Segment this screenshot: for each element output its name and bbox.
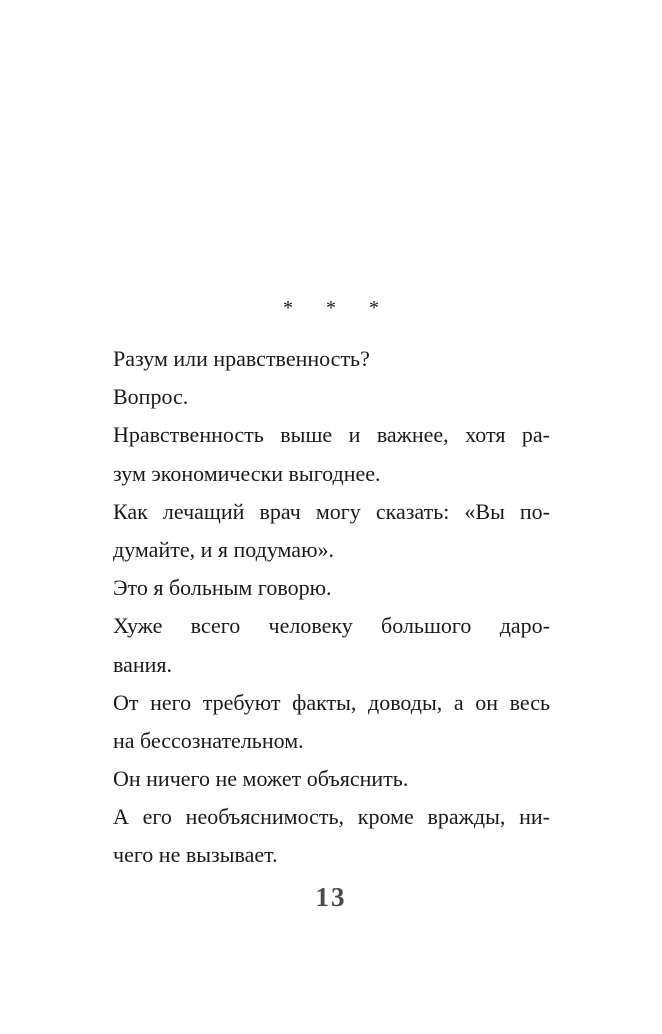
text-line: на бессознательном.: [113, 727, 304, 753]
text-line: А его необъяснимость, кроме вражды, ни-: [113, 804, 550, 830]
page-number: 13: [315, 882, 347, 912]
text-line: Как лечащий врач могу сказать: «Вы по-: [113, 498, 550, 524]
text-line: Это я больным говорю.: [113, 575, 332, 601]
text-line: Вопрос.: [113, 384, 189, 410]
text-line: думайте, и я подумаю».: [113, 536, 334, 562]
text-line: Нравственность выше и важнее, хотя ра-: [113, 422, 550, 448]
text-line: Разум или нравственность?: [113, 346, 370, 371]
text-line: вания.: [113, 651, 173, 677]
text-line: зум экономически выгоднее.: [113, 460, 381, 486]
body-text: [113, 340, 550, 875]
text-line: Хуже всего человеку большого даро-: [113, 613, 550, 639]
text-line: чего не вызывает.: [113, 842, 278, 868]
section-separator: * * *: [283, 297, 393, 319]
text-line: От него требуют факты, доводы, а он весь: [113, 689, 550, 715]
text-line: Он ничего не может объяснить.: [113, 766, 409, 792]
